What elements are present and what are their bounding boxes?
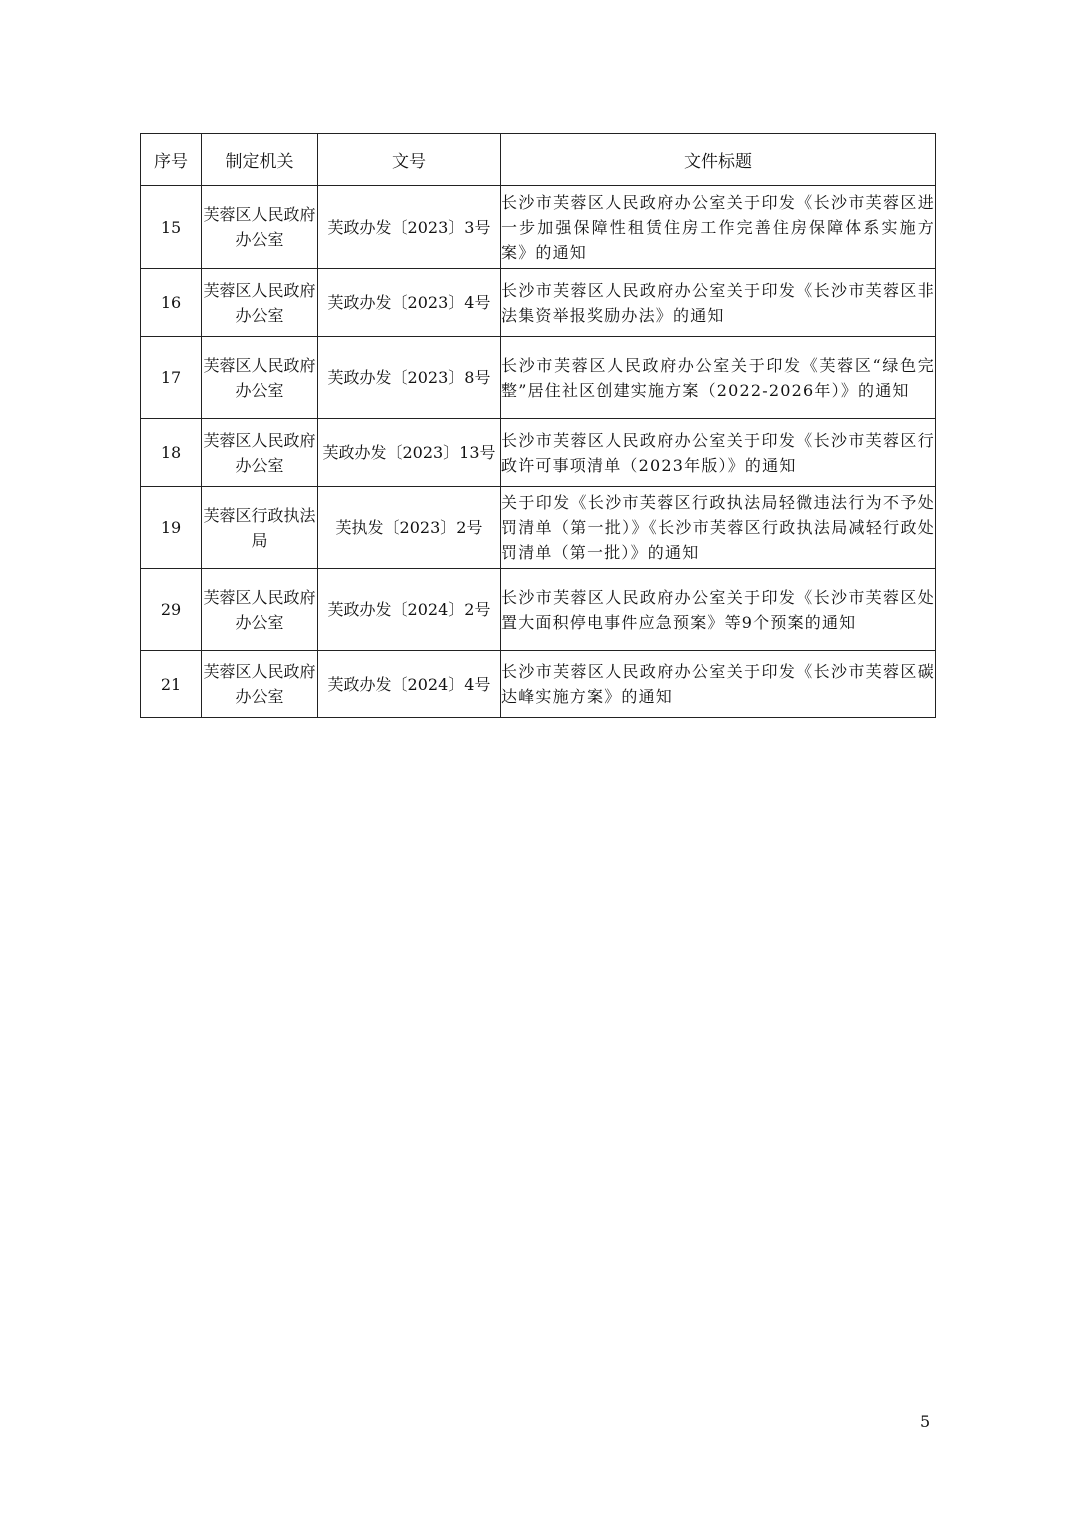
- table-row: [141, 569, 936, 651]
- row-serial-number: 18: [141, 419, 202, 487]
- row-document-title: 长沙市芙蓉区人民政府办公室关于印发《长沙市芙蓉区处置大面积停电事件应急预案》等9个预案的通知: [501, 569, 936, 651]
- header-row: [141, 134, 936, 186]
- table-row: [141, 651, 936, 718]
- row-issuing-authority: 芙蓉区人民政府办公室: [202, 337, 318, 419]
- row-serial-number: 15: [141, 186, 202, 269]
- row-document-title: 长沙市芙蓉区人民政府办公室关于印发《长沙市芙蓉区非法集资举报奖励办法》的通知: [501, 269, 936, 337]
- row-document-title: 长沙市芙蓉区人民政府办公室关于印发《长沙市芙蓉区行政许可事项清单（2023年版）》的通知: [501, 419, 936, 487]
- header-document-title: 文件标题: [501, 134, 936, 186]
- table-row: [141, 269, 936, 337]
- row-document-number: 芙政办发〔2024〕2号: [318, 569, 501, 651]
- row-serial-number: 19: [141, 487, 202, 569]
- header-serial-number: 序号: [141, 134, 202, 186]
- table-row: [141, 487, 936, 569]
- row-document-number: 芙政办发〔2023〕8号: [318, 337, 501, 419]
- document-table: [140, 133, 936, 718]
- table-header: [141, 134, 936, 186]
- row-document-title: 关于印发《长沙市芙蓉区行政执法局轻微违法行为不予处罚清单（第一批）》《长沙市芙蓉区行政执法局减轻行政处罚清单（第一批）》的通知: [501, 487, 936, 569]
- row-document-number: 芙执发〔2023〕2号: [318, 487, 501, 569]
- row-serial-number: 17: [141, 337, 202, 419]
- table-row: [141, 419, 936, 487]
- row-serial-number: 29: [141, 569, 202, 651]
- table-row: [141, 337, 936, 419]
- row-issuing-authority: 芙蓉区人民政府办公室: [202, 569, 318, 651]
- row-issuing-authority: 芙蓉区人民政府办公室: [202, 419, 318, 487]
- header-document-number: 文号: [318, 134, 501, 186]
- table-body: [141, 186, 936, 718]
- row-document-number: 芙政办发〔2023〕13号: [318, 419, 501, 487]
- row-issuing-authority: 芙蓉区人民政府办公室: [202, 651, 318, 718]
- page-number: 5: [920, 1412, 931, 1431]
- row-issuing-authority: 芙蓉区行政执法局: [202, 487, 318, 569]
- row-issuing-authority: 芙蓉区人民政府办公室: [202, 186, 318, 269]
- row-issuing-authority: 芙蓉区人民政府办公室: [202, 269, 318, 337]
- row-document-number: 芙政办发〔2023〕4号: [318, 269, 501, 337]
- row-document-number: 芙政办发〔2023〕3号: [318, 186, 501, 269]
- row-document-title: 长沙市芙蓉区人民政府办公室关于印发《芙蓉区“绿色完整”居住社区创建实施方案（2022-2026年）》的通知: [501, 337, 936, 419]
- table-row: [141, 186, 936, 269]
- row-serial-number: 21: [141, 651, 202, 718]
- row-serial-number: 16: [141, 269, 202, 337]
- header-issuing-authority: 制定机关: [202, 134, 318, 186]
- row-document-title: 长沙市芙蓉区人民政府办公室关于印发《长沙市芙蓉区进一步加强保障性租赁住房工作完善住房保障体系实施方案》的通知: [501, 186, 936, 269]
- row-document-number: 芙政办发〔2024〕4号: [318, 651, 501, 718]
- row-document-title: 长沙市芙蓉区人民政府办公室关于印发《长沙市芙蓉区碳达峰实施方案》的通知: [501, 651, 936, 718]
